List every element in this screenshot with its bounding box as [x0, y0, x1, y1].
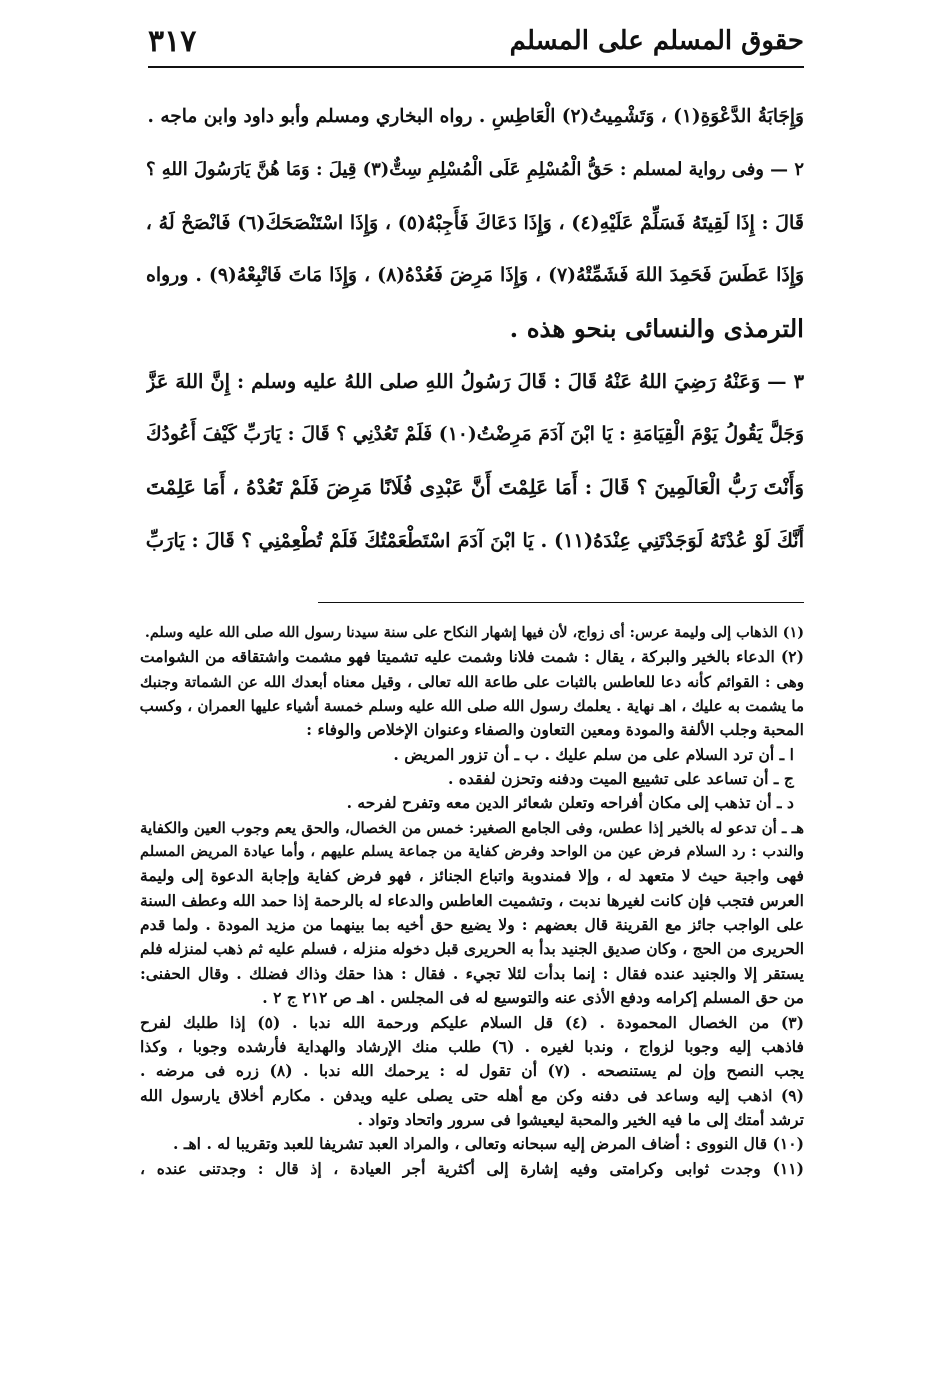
footnote-separator [318, 602, 804, 603]
footnote-line: ترشد أمتك إلى ما فيه الخير والمحبة ليعيشوا فى سرور واتحاد وتواد . [357, 1109, 804, 1129]
footnote-line: ا ـ أن ترد السلام على من سلم عليك . ب ـ أن تزور المريض . [393, 744, 794, 764]
footnote-line: المحبة وجلب الألفة والمودة ومعين التعاون والصفاء وعنوان الإخلاص والوفاء : [306, 720, 804, 740]
main-text [146, 90, 804, 567]
running-title: حقوق المسلم على المسلم [509, 26, 804, 56]
footnote-line: من حق المسلم إكرامه ودفع الأذى عنه والتوسيع له فى المجلس . اهـ ص ٢١٢ ج ٢ . [262, 988, 804, 1008]
main-text-line: أَنَّكَ لَوْ عُدْتَهُ لَوَجَدْتَنِي عِنْدَهُ(١١) . يَا ابْنَ آدَمَ اسْتَطْعَمْتُكَ فَلَمْ تُطْعِمْنِي ؟ قَالَ : يَارَبِّ [146, 529, 804, 552]
footnote-line: ما يشمت به عليك ، اهـ نهاية . يعلمك رسول الله صلى الله عليه وسلم خمسة أشياء عليها العمران ، وكسب [140, 697, 804, 716]
footnotes [140, 621, 804, 1181]
footnote-line: العرس فتجب فإن كانت لغيرها ندبت ، وتشميت العاطس والدعاء له بالرحمة إذا حمد الله وعطف السنة [140, 890, 804, 910]
footnote-line: هـ ـ أن تدعو له بالخير إذا عطس، وفى الجامع الصغير: خمس من الخصال، والحق يعم وجوب العين والكفاية [140, 818, 804, 837]
main-text-line: ٢ — وفى رواية لمسلم : حَقُّ الْمُسْلِمِ عَلَى الْمُسْلِمِ سِتٌّ(٣) قِيلَ : وَمَا هُنَّ يَارَسُولَ اللهِ ؟ [146, 159, 804, 180]
footnote-line: (٢) الدعاء بالخير والبركة ، يقال : شمت فلانا وشمت عليه تشميتا فهو مشمت واشتقاقه من الشوامت [140, 647, 804, 667]
footnote-line: وهى : القوائم كأنه دعا للعاطس بالثبات على طاعة الله تعالى ، وقيل معناه أبعدك الله عن الشماتة وجنبك [140, 672, 804, 691]
footnote-line: يجب النصح وإن لم يستنصحه . (٧) أن تقول له : يرحمك الله ندبا . (٨) زره فى مرضه . [140, 1061, 804, 1081]
footnote-line: ج ـ أن تساعد على تشييع الميت ودفنه وتحزن لفقده . [447, 769, 794, 789]
main-text-line: قَالَ : إِذَا لَقِيتَهُ فَسَلِّمْ عَلَيْهِ(٤) ، وَإِذَا دَعَاكَ فَأَجِبْهُ(٥) ، وَإِذَا اسْتَنْصَحَكَ(٦) فَانْصَحْ لَهُ ، [146, 211, 804, 234]
footnote-line: (٣) من الخصال المحمودة . (٤) قل السلام عليكم ورحمة الله ندبا . (٥) إذا طلبك لفرح [140, 1012, 804, 1032]
page-header [148, 22, 804, 68]
page-number: ٣١٧ [148, 24, 197, 59]
footnote-line: والندب : رد السلام فرض عين من الواحد وفرض كفاية من جماعة يسلم عليهم ، وأما عيادة المريض المسلم [140, 843, 804, 861]
main-text-line: وَأَنْتَ رَبُّ الْعَالَمِينَ ؟ قَالَ : أَمَا عَلِمْتَ أَنَّ عَبْدِى فُلَانًا مَرِضَ فَلَمْ تَعُدْهُ ، أَمَا عَلِمْتَ [146, 475, 804, 499]
main-text-line: الترمذى والنسائى بنحو هذه . [509, 314, 804, 343]
footnote-line: الحريرى من الحج ، وكان صديق الجنيد بدأ به الحريرى قبل دخوله منزله ، فسلم عليه ثم ذهب لمنزله فلم [140, 940, 804, 959]
footnote-line: فاذهب إليه وجوبا لزواج ، وندبا لغيره . (٦) طلب منك الإرشاد والهداية فأرشده وجوبا ، وكذا [140, 1036, 804, 1056]
main-text-line: وَإِذَا عَطَسَ فَحَمِدَ اللهَ فَشَمِّتْهُ(٧) ، وَإِذَا مَرِضَ فَعُدْهُ(٨) ، وَإِذَا مَاتَ فَاتْبِعْهُ(٩) . ورواه [146, 264, 804, 286]
footnote-line: (١٠) قال النووى : أضاف المرض إليه سبحانه وتعالى ، والمراد العبد تشريفا للعبد وتقريبا له . اهـ . [173, 1134, 804, 1154]
footnote-line: (١) الذهاب إلى وليمة عرس: أى زواج، لأن فيها إشهار النكاح على سنة سيدنا رسول الله صلى الله عليه وسلم. [144, 624, 804, 641]
main-text-line: وَجَلَّ يَقُولُ يَوْمَ الْقِيَامَةِ : يَا ابْنَ آدَمَ مَرِضْتُ(١٠) فَلَمْ تَعُدْنِي ؟ قَالَ : يَارَبِّ كَيْفَ أَعُودُكَ [146, 423, 804, 445]
footnote-line: (٩) اذهب إليه وساعد فى دفنه وكن مع أهله حتى يصلى عليه ويدفن . مكارم أخلاق يارسول الله [140, 1085, 804, 1105]
footnote-line: يستقر إلا والجنيد عنده فقال : إنما بدأت لئلا تجيء . فقال : هذا حقك وذاك فضلك . وقال الحفنى: [140, 963, 804, 983]
footnote-line: (١١) وجدت ثوابى وكرامتى وفيه إشارة إلى أكثرية أجر العيادة ، إذ قال : وجدتنى عنده ، [140, 1158, 804, 1178]
footnote-line: فهى واجبة حيث لا متعهد له ، وإلا فمندوبة واتباع الجنائز ، فهو فرض كفاية وإجابة الدعوة إلى وليمة [140, 866, 804, 886]
main-text-line: ٣ — وَعَنْهُ رَضِيَ اللهُ عَنْهُ قَالَ : قَالَ رَسُولُ اللهِ صلى اللهُ عليه وسلم : إِنَّ اللهَ عَزَّ [146, 370, 804, 393]
main-text-line: وَإِجَابَةُ الدَّعْوَةِ(١) ، وَتَشْمِيتُ(٢) الْعَاطِسِ . رواه البخاري ومسلم وأبو داود وابن ماجه . [147, 106, 804, 127]
footnote-line: د ـ أن تذهب إلى مكان أفراحه وتعلن شعائر الدين معه وتفرح لفرحه . [346, 793, 794, 813]
footnote-line: على الواجب جائز مع القرينة قال بعضهم : ولا يضيع حق أخيه بما بينهما من مزيد المودة . ولما قدم [140, 915, 804, 935]
